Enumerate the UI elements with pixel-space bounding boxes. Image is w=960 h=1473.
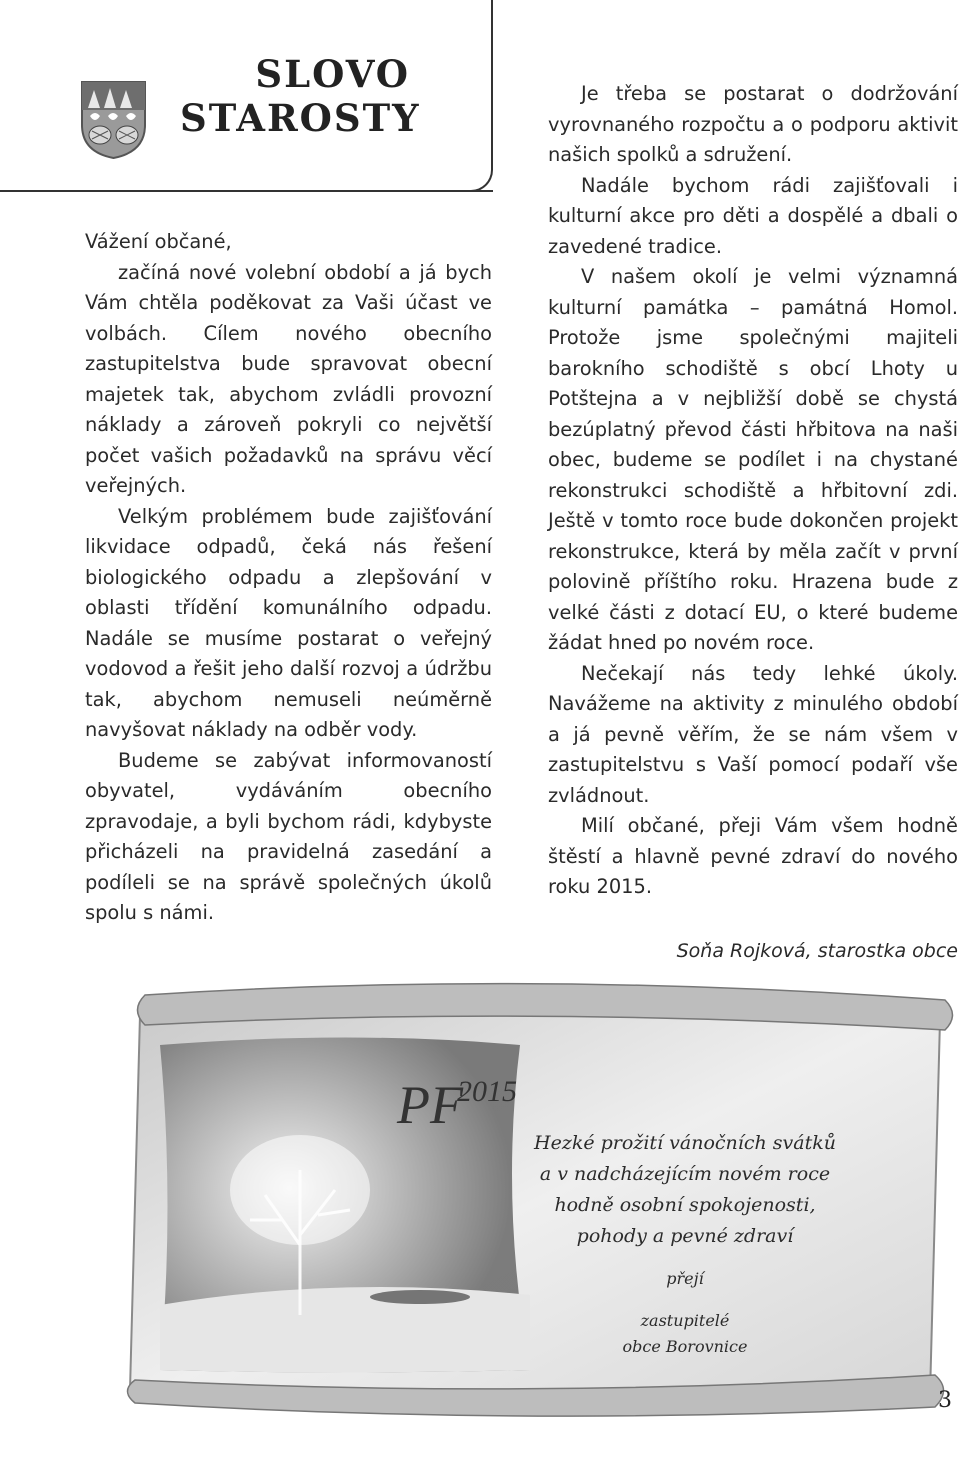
title-line-2: STAROSTY: [180, 96, 421, 140]
coat-of-arms-icon: [80, 80, 147, 160]
card-wish: přejí: [666, 1269, 704, 1288]
greeting: Vážení občané,: [85, 230, 232, 253]
greeting-line: pohody a pevné zdraví: [576, 1225, 794, 1247]
page-title: [180, 52, 421, 140]
left-column: [85, 227, 492, 929]
paragraph: Nadále bychom rádi zajišťovali i kulturní akce pro děti a dospělé a dbali o zavedené tradice.: [548, 173, 958, 258]
pf-year: 2015: [457, 1075, 517, 1108]
greeting-line: hodně osobní spokojenosti,: [554, 1194, 816, 1216]
title-line-1: SLOVO: [255, 52, 410, 96]
paragraph: Nečekají nás tedy lehké úkoly. Navážeme na aktivity z minulého období a já pevně věřím, že se nám všem v zastupitelstvu s Vaší pomocí podaří vše zvládnout.: [548, 661, 958, 807]
page-number: 3: [938, 1388, 952, 1413]
paragraph: Velkým problémem bude zajišťování likvidace odpadů, čeká nás řešení biologického odpadu a zlepšování v oblasti třídění komunálního odpadu. Nadále se musíme postarat o veřejný vodovod a řešit jeho další rozvoj a údržbu tak, abychom nemuseli neúměrně navyšovat náklady na odběr vody.: [85, 504, 492, 741]
paragraph: začíná nové volební období a já bych Vám chtěla poděkovat za Vaši účast ve volbách. Cílem nového obecního zastupitelstva bude spravovat obecní majetek tak, abychom zvládli provozní náklady a zároveň pokryli co největší počet vašich požadavků na správu věcí veřejných.: [85, 260, 492, 497]
card-from-1: zastupitelé: [640, 1311, 730, 1330]
paragraph: Je třeba se postarat o dodržování vyrovnaného rozpočtu a o podporu aktivit našich spolků a sdružení.: [548, 82, 958, 166]
signature: Soňa Rojková, starostka obce: [676, 940, 958, 962]
paragraph: Budeme se zabývat informovaností obyvatel, vydáváním obecního zpravodaje, a byli bychom rádi, kdybyste přicházeli na pravidelná zasedání a podíleli se na správě společných úkolů spolu s námi.: [85, 748, 492, 924]
greeting-line: Hezké prožití vánočních svátků: [534, 1132, 836, 1154]
right-column: [548, 79, 958, 903]
card-from-2: obce Borovnice: [622, 1337, 748, 1356]
paragraph: V našem okolí je velmi významná kulturní památka – památná Homol. Protože jsme společnými majiteli barokního schodiště s obcí Lhoty u Potštejna a v nejbližší době se chystá bezúplatný převod části hřbitova na naši obec, budeme se podílet i na chystané rekonstrukci schodiště a hřbitovní zdi. Ještě v tomto roce bude dokončen projekt rekonstrukce, která by měla začít v první polovině příštího roku. Hrazena bude z velké části z dotací EU, o které budeme žádat hned po novém roce.: [548, 265, 958, 654]
card-greeting: [520, 1128, 850, 1360]
paragraph: Milí občané, přeji Vám všem hodně štěstí a hlavně pevné zdraví do nového roku 2015.: [548, 814, 958, 898]
pf-letters: PF: [397, 1075, 463, 1135]
greeting-line: a v nadcházejícím novém roce: [539, 1163, 831, 1185]
